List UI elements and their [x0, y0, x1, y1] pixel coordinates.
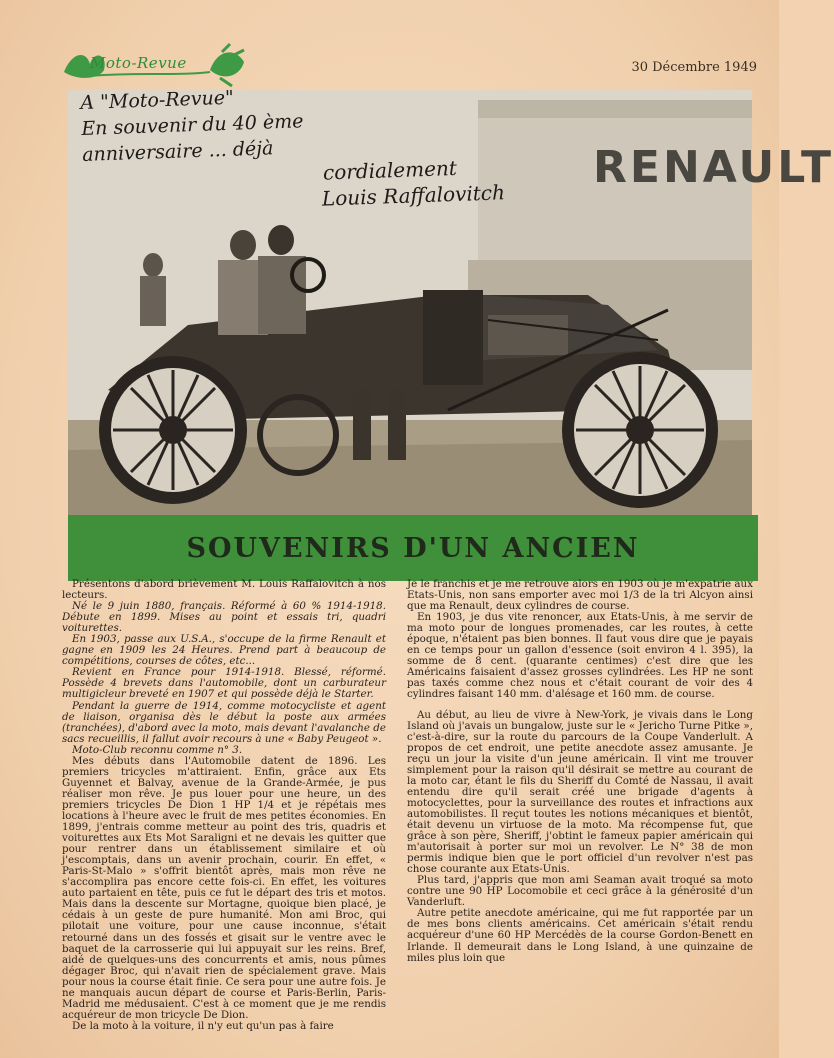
- bio-paragraph: Né le 9 juin 1880, français. Réformé à 60 % 1914-1918. Débute en 1899. Mises au point et essais tri, quadri voiturettes.: [62, 600, 386, 635]
- race-car-photo: [68, 86, 834, 518]
- magazine-logo: [60, 42, 250, 88]
- bio-paragraph: Pendant la guerre de 1914, comme motocycliste et agent de liaison, organisa dès le début la poste aux armées (tranchées), d'abord avec la moto, mais devant l'avalanche de sacs recueillis, il fallut avoir recours à une « Baby Peugeot ».: [62, 699, 386, 745]
- dedication-signature: Louis Raffalovitch: [321, 180, 506, 211]
- article-right-column: [407, 579, 753, 964]
- issue-date: 30 Décembre 1949: [631, 60, 757, 75]
- dedication-line: cordialement: [322, 155, 458, 185]
- dedication-line: A "Moto-Revue": [80, 86, 235, 114]
- bio-paragraph: Revient en France pour 1914-1918. Blessé, réformé. Possède 4 brevets dans l'automobile, dont un carburateur multigicleur breveté en 1907 et qui possède déjà le Starter.: [62, 666, 386, 701]
- handwritten-dedication: [80, 74, 554, 220]
- title-banner: [68, 515, 758, 581]
- body-paragraph: Au début, au lieu de vivre à New-York, je vivais dans le Long Island où j'avais un bungalow, juste sur le « Jericho Turne Pitke », c'est-à-dire, sur la route du parcours de la Coupe Vanderlult. A propos de cet endroit, une petite anecdote assez amusante. Je reçu un jour la visite d'un jeune américain. Il vint me trouver simplement pour la raison qu'il désirait se mettre au courant de la moto car, étant le fils du Sheriff du Comté de Nassau, il avait entendu dire qu'il serait créé une brigade d'agents à motocyclettes, pour la surveillance des routes et infractions aux automobilistes. Il reçut toutes les notions mécaniques et bientôt, était devenu un virtuose de la moto. Ma récompense fut, que grâce à son père, Sheriff, j'obtint le fameux papier américain qui m'autorisait à porter sur moi un revolver. Le N° 38 de mon permis indique bien que le port officiel d'un revolver n'est pas chose courante aux Etats-Unis.: [407, 708, 753, 876]
- body-paragraph: En 1903, je dus vite renoncer, aux Etats-Unis, à me servir de ma moto pour de longues promenades, car les routes, à cette époque, n'étaient pas bien bonnes. Il faut vous dire que je payais en ce temps pour un gallon d'essence (soit environ 4 l. 395), la somme de 8 cent. (quarante centimes) c'est dire que les Américains faisaient d'assez grosses cylindrées. Les HP ne sont pas taxés comme chez nous et c'était courant de voir des 4 cylindres faisant 140 mm. d'alésage et 160 mm. de course.: [407, 611, 753, 701]
- intro-paragraph: Présentons d'abord brièvement M. Louis Raffalovitch à nos lecteurs.: [62, 578, 386, 602]
- dedication-line: anniversaire ... déjà: [81, 137, 274, 166]
- renault-sign: RENAULT: [593, 142, 834, 193]
- body-paragraph: Je le franchis et je me retrouve alors en 1903 où je m'expatrie aux Etats-Unis, non sans emporter avec moi 1/3 de la tri Alcyon ainsi que ma Renault, deux cylindres de course.: [407, 578, 753, 613]
- logo-text: Moto-Revue: [90, 54, 187, 72]
- bio-paragraph: Moto-Club reconnu comme n° 3.: [72, 743, 243, 756]
- body-paragraph: De la moto à la voiture, il n'y eut qu'un pas à faire: [72, 1019, 334, 1032]
- body-paragraph: Plus tard, j'appris que mon ami Seaman avait troqué sa moto contre une 90 HP Locomobile et ceci grâce à la générosité d'un Vanderluft.: [407, 874, 753, 909]
- article-left-column: [62, 579, 386, 1032]
- front-wheel-icon: [568, 358, 712, 502]
- dedication-line: En souvenir du 40 ème: [80, 110, 304, 140]
- body-paragraph: Mes débuts dans l'Automobile datent de 1896. Les premiers tricycles m'attiraient. Enfin, grâce aux Ets Guyennet et Balvay, avenue de la Grande-Armée, je pus réaliser mon rêve. Je pus louer pour une heure, un des premiers tricycles De Dion 1 HP 1/4 et je répétais mes locations à l'heure avec le fruit de mes petites économies. En 1899, j'entrais comme metteur au point des tris, quadris et voiturettes aux Ets Mot Saraligni et ne devais les quitter que pour rentrer dans un établissement similaire et où j'escomptais, dans un avenir prochain, courir. En effet, « Paris-St-Malo » s'offrit bientôt après, mais mon rêve ne s'accomplira pas encore cette fois-ci. En effet, les voitures auto partaient en tête, puis ce fut le départ des tris et motos. Mais dans la descente sur Mortagne, quoique bien placé, je cédais à un geste de pure humanité. Mon ami Broc, qui pilotait une voiture, pour une cause inconnue, s'était retourné dans un des fossés et gisait sur le ventre avec le baquet de la carrosserie qui lui appuyait sur les reins. Bref, aidé de quelques-uns des concurrents et amis, nous pûmes dégager Broc, qui n'avait rien de spécialement grave. Mais pour nous la course était finie. Ce sera pour une autre fois. Je ne manquais aucun départ de course et Paris-Berlin, Paris-Madrid me médusaient. C'est à ce moment que je me rendis acquéreur de mon tricycle De Dion.: [62, 754, 386, 1021]
- body-paragraph: Autre petite anecdote américaine, qui me fut rapportée par un de mes bons clients américains. Cet américain s'était rendu acquéreur d'une 60 HP Mercédès de la course Gordon-Benett en Irlande. Il demeurait dans le Long Island, à une quinzaine de miles plus loin que: [407, 907, 753, 964]
- rear-wheel-icon: [105, 362, 241, 498]
- bio-paragraph: En 1903, passe aux U.S.A., s'occupe de la firme Renault et gagne en 1909 les 24 Heures. Prend part à beaucoup de compétitions, courses de côtes, etc...: [62, 633, 386, 668]
- article-title: SOUVENIRS D'UN ANCIEN: [186, 533, 640, 564]
